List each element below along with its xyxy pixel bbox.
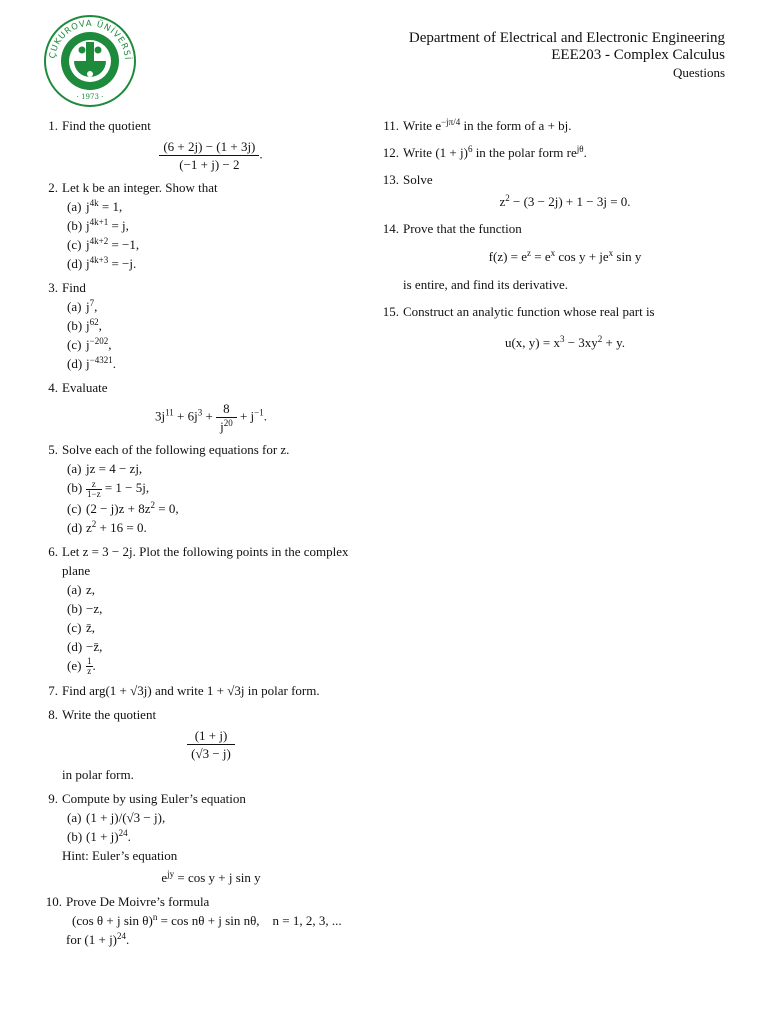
question-text [403,116,727,135]
exponent: 7 [89,298,95,308]
subpart-label: (c) [67,237,82,252]
question-4 [40,378,360,435]
expr: . [112,356,116,371]
fraction-numerator: (1 + j) [187,727,235,745]
department-name: Department of Electrical and Electronic Engineering [408,30,725,46]
subpart [62,354,360,373]
euler-equation [62,868,360,887]
expr: z, [86,581,96,597]
expr: 3j [155,408,166,424]
fraction-numerator: (6 + 2j) − (1 + 3j) [159,138,259,156]
expr: = 0, [154,500,179,516]
expr: + y. [602,335,626,350]
exponent: jy [167,869,175,880]
question-1 [40,116,360,173]
svg-text:· 1973 ·: · 1973 · [76,93,104,101]
expr: , [98,318,102,333]
expr: −z̄, [86,638,103,654]
expr: = cos nθ + j sin nθ, [157,913,260,929]
expr: = j, [108,218,129,233]
svg-text:ÇUKUROVA ÜNİVERSİTESİ: ÇUKUROVA ÜNİVERSİ [47,18,133,61]
university-logo [43,14,137,108]
expr: = 1 − 5j, [101,480,150,495]
expr: f(z) = e [488,249,528,264]
expr: = −j. [108,256,137,271]
exponent: z [527,248,532,258]
question-text: Compute by using Euler’s equation [62,791,246,807]
subpart [62,197,360,216]
subpart-label: (d) [67,256,83,271]
subpart-label: (c) [67,619,82,635]
subpart [62,618,360,637]
subpart-label: (d) [67,519,83,535]
expr: (1 + j) [86,829,119,845]
subpart [62,335,360,354]
fraction-numerator: z [86,480,102,490]
fraction-numerator: 8 [216,400,237,418]
expr: j [86,256,90,271]
exponent: 3 [559,334,565,344]
expr: sin y [613,249,642,264]
question-number: 10. [45,894,62,910]
question-11 [377,116,727,135]
exponent: 4k+1 [89,217,109,227]
question-text: Solve [403,172,433,187]
expr: j [86,218,90,233]
expr: , [108,337,112,352]
punctuation: . [259,146,263,162]
subpart-label: (a) [67,810,82,826]
question-text: Write the quotient [62,707,157,723]
question-number: 2. [48,180,58,195]
question-number: 5. [48,442,58,457]
expr: = −1, [108,237,140,252]
subpart [62,808,360,827]
punctuation: . [127,829,131,845]
question-7 [40,681,360,700]
exponent: −1 [254,407,264,418]
subpart [62,599,360,618]
de-moivre-formula [66,911,360,930]
question-text: Find [62,280,86,295]
question-number: 13. [382,172,399,187]
exponent: 3 [197,407,203,418]
quotient-expression [62,727,360,762]
expr: (1 + j)/(√3 − j), [86,810,166,826]
subpart-label: (c) [67,500,82,516]
subpart [62,499,360,518]
question-10 [40,892,360,949]
question-6 [40,542,360,677]
subpart [62,827,360,846]
exponent: 4k+2 [89,236,109,246]
question-text: Let k be an integer. Show that [62,180,218,195]
fraction-denominator: 1−z [87,488,101,499]
subpart [62,297,360,316]
question-text: Let z = 3 − 2j. Plot the following points in the complex plane [62,543,349,578]
subpart-label: (e) [67,657,82,673]
question-text: Solve each of the following equations for z. [62,442,290,457]
question-text: Prove De Moivre’s formula [66,894,210,910]
subpart [62,478,360,499]
question-number: 15. [382,304,399,319]
expr: = e [531,249,551,264]
expr: j [86,337,90,352]
expr: jz = 4 − zj, [86,461,143,476]
question-text: in polar form. [62,767,134,783]
exponent: 4k+3 [89,255,109,265]
exponent: x [550,248,556,258]
subpart-label: (a) [67,299,82,314]
question-number: 6. [48,543,58,559]
left-column [40,116,360,954]
equation [403,192,727,211]
exponent: x [608,248,614,258]
exponent: −4321 [89,355,113,365]
question-text [403,143,727,162]
question-2 [40,178,360,273]
expr: j [86,356,90,371]
subpart [62,316,360,335]
subpart-label: (a) [67,581,82,597]
question-14 [377,219,727,294]
subpart-label: (b) [67,600,83,616]
expr: j [86,299,90,314]
page-header [409,30,725,81]
question-text: Construct an analytic function whose real part is [403,304,655,319]
expr: z [86,519,92,535]
subpart-label: (a) [67,461,82,476]
subpart [62,235,360,254]
exponent: 20 [223,418,233,428]
expr: in the form of a + bj. [460,118,572,133]
punctuation: . [263,408,267,424]
exponent: −jπ/4 [441,117,461,127]
question-number: 14. [382,221,399,236]
punctuation: . [92,657,96,673]
expr: j [86,199,90,214]
expr: j [220,419,224,434]
function-definition [403,247,727,266]
question-text: Find the quotient [62,118,151,133]
real-part-definition [403,333,727,352]
quotient-expression [62,138,360,173]
question-number: 3. [48,280,58,295]
exponent: 24 [118,828,128,839]
right-column [377,116,727,357]
expr: in the polar form re [472,145,577,160]
subpart-label: (c) [67,337,82,352]
hint-text: Hint: Euler’s equation [62,848,178,864]
subpart [62,637,360,656]
question-15 [377,302,727,352]
expr: + j [236,408,255,424]
exponent: 4k [89,198,99,208]
subpart-label: (b) [67,480,83,495]
question-number: 8. [48,707,58,723]
question-9 [40,789,360,887]
expr: j [86,237,90,252]
question-5 [40,440,360,537]
expr: = cos y + j sin y [174,870,261,886]
subpart-label: (d) [67,638,83,654]
expr: for (1 + j) [66,932,118,948]
question-text: Find arg(1 + √3j) and write 1 + √3j in polar form. [62,683,320,699]
sheet-type: Questions [673,65,725,80]
question-text: is entire, and find its derivative. [403,277,568,292]
question-text: Evaluate [62,380,108,395]
exponent: jθ [576,144,584,154]
subpart-label: (a) [67,199,82,214]
exponent: 6 [467,144,473,154]
exponent: 24 [117,931,127,942]
punctuation: . [583,145,587,160]
expr: − (3 − 2j) + 1 − 3j = 0. [509,194,631,209]
exponent: 2 [150,499,155,510]
punctuation: . [126,932,130,948]
subpart-label: (b) [67,318,83,333]
expr: −z, [86,600,103,616]
fraction-denominator: (√3 − j) [191,746,231,762]
expr: Write e [403,118,442,133]
expr: Write (1 + j) [403,145,468,160]
exponent: 2 [91,518,97,529]
evaluate-expression [62,400,360,435]
subpart [62,254,360,273]
course-title: EEE203 - Complex Calculus [551,47,725,63]
exponent: 2 [505,193,510,203]
expr: z̄, [86,619,96,635]
subpart [62,216,360,235]
expr: j [86,318,90,333]
question-8 [40,705,360,784]
question-number: 9. [48,791,58,807]
exponent: 2 [597,334,603,344]
expr: + [202,408,217,424]
subpart [62,656,360,677]
expr: z [499,194,506,209]
question-number: 12. [382,145,399,160]
fraction-denominator: z [87,666,92,677]
question-number: 7. [48,683,58,699]
question-3 [40,278,360,373]
subpart-label: (b) [67,829,83,845]
subpart-label: (d) [67,356,83,371]
expr: (cos θ + j sin θ) [72,913,153,929]
expr: cos y + je [555,249,609,264]
expr: e [161,870,168,886]
subpart-label: (b) [67,218,83,233]
fraction-numerator: 1 [87,656,92,667]
question-text: Prove that the function [403,221,522,236]
exponent: 62 [89,317,99,327]
expr: , [94,299,98,314]
exponent: n [152,912,158,923]
question-number: 1. [48,118,58,133]
expr: + 6j [173,408,198,424]
expr: n = 1, 2, 3, ... [272,913,342,929]
question-number: 4. [48,380,58,395]
question-number: 11. [383,118,399,133]
exponent: −202 [89,336,109,346]
expr: (2 − j)z + 8z [86,500,151,516]
expr: + 16 = 0. [96,519,147,535]
question-13 [377,170,727,211]
question-12 [377,143,727,162]
subpart [62,459,360,478]
expr: u(x, y) = x [504,335,560,350]
fraction-denominator: (−1 + j) − 2 [179,157,240,172]
expr: = 1, [98,199,123,214]
subpart [62,518,360,537]
exponent: 11 [165,407,174,418]
subpart [62,580,360,599]
question-text [66,930,360,949]
expr: − 3xy [564,335,598,350]
